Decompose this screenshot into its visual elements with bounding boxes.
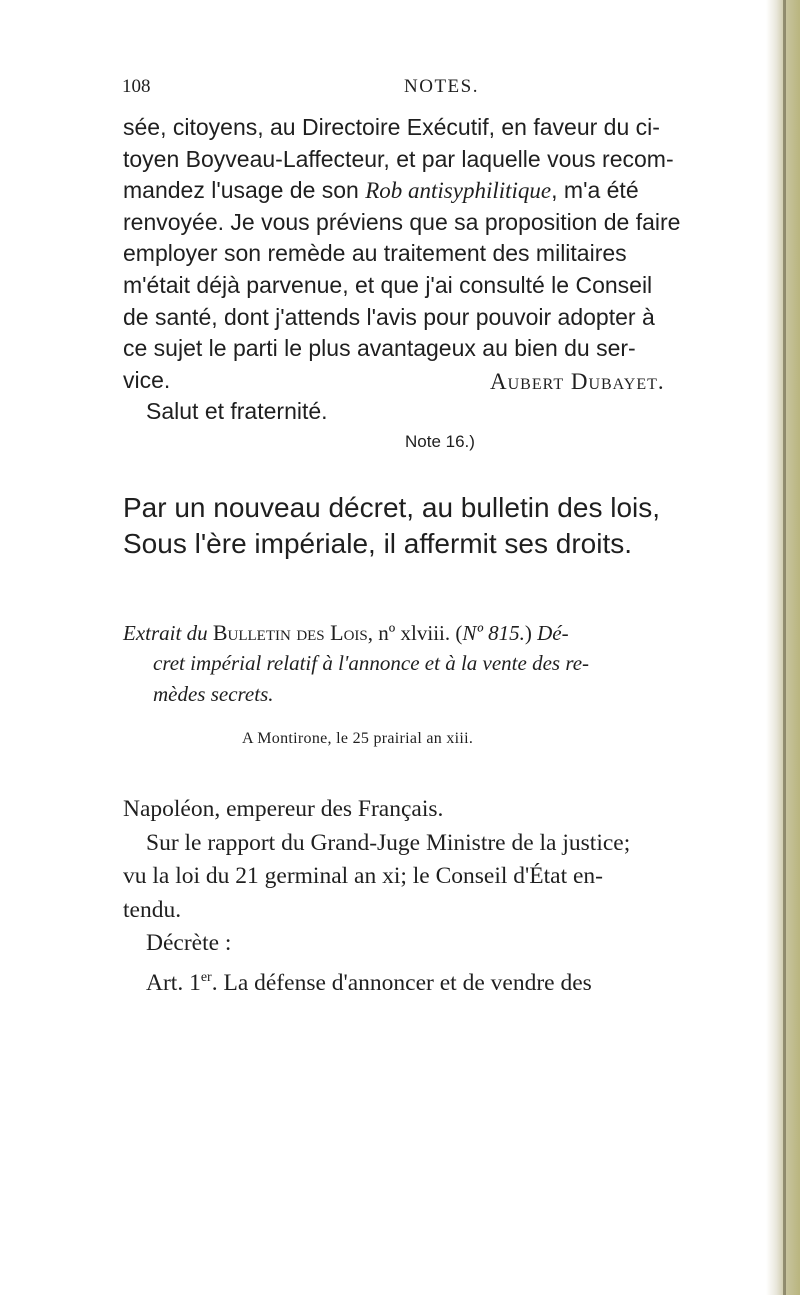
dateline: A Montirone, le 25 prairial an xiii. xyxy=(242,730,474,747)
text-line: de santé, dont j'attends l'avis pour pouvoir adopter à xyxy=(123,303,655,330)
running-head xyxy=(0,76,790,106)
extract-prefix: Extrait du xyxy=(123,621,213,645)
remedy-name: Rob antisyphilitique xyxy=(365,178,552,204)
article-sup: er xyxy=(200,969,212,985)
text-line xyxy=(123,175,763,207)
extract-title: Dé- xyxy=(537,621,569,645)
letter-body xyxy=(123,112,763,428)
article-text: . La défense d'annoncer et de vendre des xyxy=(211,969,592,996)
article-prefix: Art. 1 xyxy=(146,969,201,996)
decree-body xyxy=(123,793,763,994)
extract-close: ) xyxy=(524,621,538,645)
text-line: m'était déjà parvenue, et que j'ai consulté le Conseil xyxy=(123,271,653,298)
text-line: renvoyée. Je vous préviens que sa proposition de faire xyxy=(123,208,681,235)
decree-line: Sur le rapport du Grand-Juge Ministre de la justice; xyxy=(146,829,631,856)
decree-line: vu la loi du 21 germinal an xi; le Conseil d'État en- xyxy=(123,863,604,889)
decree-decrees: Décrète : xyxy=(146,930,232,956)
text-span: mandez l'usage de son xyxy=(123,177,366,204)
text-line: vice. xyxy=(123,366,171,393)
closing-line: Salut et fraternité. xyxy=(146,398,328,425)
signature: Aubert Dubayet. xyxy=(490,369,665,394)
verse-line: Sous l'ère impériale, il affermit ses droits. xyxy=(123,528,633,559)
extract-source: Bulletin des Lois xyxy=(212,620,368,645)
text-line: ce sujet le parti le plus avantageux au bien du ser- xyxy=(123,335,636,362)
text-span: , m'a été xyxy=(551,177,639,204)
extract-heading xyxy=(123,617,763,710)
decree-line: Napoléon, empereur des Français. xyxy=(123,796,444,822)
text-line: employer son remède au traitement des militaires xyxy=(123,240,627,267)
extract-issue: , nº xlviii. ( xyxy=(367,621,463,645)
note-label: Note 16.) xyxy=(405,432,475,451)
text-line: toyen Boyveau-Laffecteur, et par laquelle vous recom- xyxy=(123,145,674,172)
extract-number: Nº 815. xyxy=(462,621,525,645)
page-number: 108 xyxy=(122,76,151,97)
header-title: NOTES. xyxy=(404,76,479,97)
extract-line: mèdes secrets. xyxy=(153,682,274,706)
decree-line: tendu. xyxy=(123,896,182,923)
verse-line: Par un nouveau décret, au bulletin des lois, xyxy=(123,492,661,523)
extract-line xyxy=(123,617,763,648)
article-line xyxy=(123,961,763,995)
verse xyxy=(123,490,763,562)
text-line: sée, citoyens, au Directoire Exécutif, en faveur du ci- xyxy=(123,114,660,140)
extract-line: cret impérial relatif à l'annonce et à la vente des re- xyxy=(153,651,590,675)
page-binding-line xyxy=(783,0,786,1295)
